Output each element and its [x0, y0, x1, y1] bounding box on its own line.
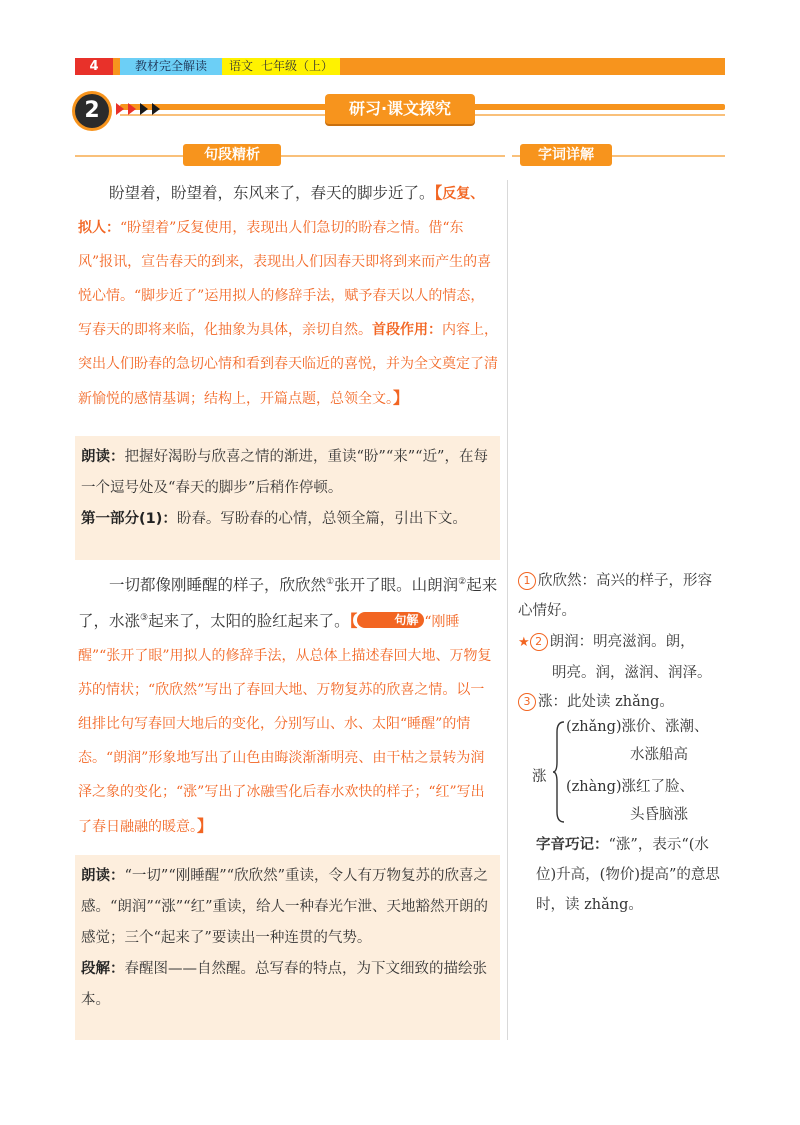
note-2-text-b: 明亮。润，滋润、润泽。: [552, 665, 712, 681]
note-2: [518, 627, 728, 688]
note-2-marker: 2: [530, 633, 548, 651]
column-divider: [507, 180, 508, 1040]
sentence-analysis-tag: 句解: [357, 612, 424, 628]
paragraph-2-text-4: 起来了，太阳的脸红起来了。: [148, 612, 350, 631]
paragraph-2-text-2: 张开了眼。山朗润: [334, 576, 459, 595]
right-column-title: 字词详解: [520, 144, 612, 166]
polyphone-zhang3-a: (zhǎng)涨价、涨潮、: [566, 719, 709, 735]
note-3-text: 涨：此处读 zhǎng。: [538, 694, 674, 710]
polyphone-zhang3: [566, 713, 736, 769]
box2-label-paragraph: 段解：: [81, 961, 125, 977]
box2-paragraph: 春醒图——自然醒。总写春的特点，为下文细致的描绘张本。: [81, 961, 487, 1008]
polyphone-zhang3-b: 水涨船高: [630, 747, 688, 763]
tip-text: “涨”，表示“(水位)升高，(物价)提高”的意思时，读 zhǎng。: [536, 837, 720, 913]
subject-grade: [222, 58, 340, 75]
paragraph-2-text-3: 起来了，水涨: [78, 576, 498, 631]
star-icon: ★: [518, 635, 530, 650]
tip-label: 字音巧记：: [536, 837, 609, 853]
annotation-label-function: 首段作用：: [372, 322, 442, 338]
polyphone-zhang4-b: 头昏脑涨: [630, 807, 688, 823]
box2-label-reading: 朗读：: [81, 868, 125, 884]
box1-label-reading: 朗读：: [81, 449, 125, 465]
paragraph-2: 一切都像刚睡醒的样子，欣欣然①张开了眼。山朗润②起来了，水涨③起来了，太阳的脸红起来了。【 句解 “刚睡醒”“张开了眼”用拟人的修辞手法，从总体上描述春回大地、万物复苏的情状；“欣欣然”写出了春回大地、万物复苏的欣喜之情。以一组排比句写春回大地后的变化，分别写山、水、太阳“睡醒”的情态。“朗润”形象地写出了山色由晦淡渐渐明亮、由干枯之景转为润泽之象的变化；“涨”写出了冰融雪化后春水欢快的样子；“红”写出了春日融融的暖意。】: [78, 576, 498, 836]
footnote-ref-3: ③: [140, 613, 149, 624]
section-number: 2: [75, 94, 109, 128]
left-column-rule: [75, 155, 505, 157]
grade: 七年级（上）: [261, 59, 334, 73]
pronunciation-tip: [536, 830, 728, 920]
polyphone-zhang4-a: (zhàng)涨红了脸、: [566, 779, 695, 795]
page-number: 4: [75, 58, 113, 75]
subject: 语文: [228, 59, 253, 73]
box1-part: 盼春。写盼春的心情，总领全篇，引出下文。: [176, 511, 467, 527]
paragraph-2-text-1: 一切都像刚睡醒的样子，欣欣然: [109, 576, 327, 595]
section-title: 研习·课文探究: [325, 94, 475, 124]
note-1-text: 欣欣然：高兴的样子，形容心情好。: [518, 573, 712, 619]
note-1: [518, 566, 726, 626]
box2-reading: “一切”“刚睡醒”“欣欣然”重读，令人有万物复苏的欣喜之感。“朗润”“涨”“红”重读，给人一种春光乍泄、天地豁然开朗的感觉；三个“起来了”要读出一种连贯的气势。: [81, 868, 488, 946]
note-3-marker: 3: [518, 693, 536, 711]
sentence-analysis: “刚睡醒”“张开了眼”用拟人的修辞手法，从总体上描述春回大地、万物复苏的情状；“欣欣然”写出了春回大地、万物复苏的欣喜之情。以一组排比句写春回大地后的变化，分别写山、水、太阳“睡醒”的情态。“朗润”形象地写出了山色由晦淡渐渐明亮、由干枯之景转为润泽之象的变化；“涨”写出了冰融雪化后春水欢快的样子；“红”写出了春日融融的暖意。: [78, 614, 492, 836]
annotation-function: 内容上，突出人们盼春的急切心情和看到春天临近的喜悦，并为全文奠定了清新愉悦的感情基调；结构上，开篇点题，总领全文。: [78, 322, 498, 407]
arrows-icon: [114, 101, 174, 117]
footnote-ref-1: ①: [326, 577, 335, 587]
book-title: 教材完全解读: [120, 58, 222, 75]
footnote-ref-2: ②: [458, 577, 467, 587]
box1-reading: 把握好渴盼与欣喜之情的渐进，重读“盼”“来”“近”，在每一个逗号处及“春天的脚步”后稍作停顿。: [81, 449, 488, 496]
left-column-title: 句段精析: [183, 144, 281, 166]
brace-icon: [552, 720, 566, 824]
annotation-rhetoric: “盼望着”反复使用，表现出人们急切的盼春之情。借“东风”报讯，宣告春天的到来，表现出人们因春天即将到来而产生的喜悦心情。“脚步近了”运用拟人的修辞手法，赋予春天以人的情态，写春天的即将来临，化抽象为具体，亲切自然。: [78, 220, 492, 338]
polyphone-char: 涨: [532, 769, 547, 785]
paragraph-1-text: 盼望着，盼望着，东风来了，春天的脚步近了。: [109, 184, 435, 202]
annotation-label-rhetoric: 反复、拟人：: [78, 186, 485, 236]
polyphone-zhang4: [566, 773, 736, 829]
box1-label-part: 第一部分(1)：: [81, 511, 177, 527]
reading-box-2: [75, 855, 500, 1040]
reading-box-1: [75, 436, 500, 560]
note-2-text-a: 朗润：明亮滋润。朗，: [549, 634, 695, 650]
paragraph-1: 盼望着，盼望着，东风来了，春天的脚步近了。【反复、拟人：“盼望着”反复使用，表现出人们急切的盼春之情。借“东风”报讯，宣告春天的到来，表现出人们因春天即将到来而产生的喜悦心情。“脚步近了”运用拟人的修辞手法，赋予春天以人的情态，写春天的即将来临，化抽象为具体，亲切自然。首段作用：内容上，突出人们盼春的急切心情和看到春天临近的喜悦，并为全文奠定了清新愉悦的感情基调；结构上，开篇点题，总领全文。】: [78, 183, 498, 407]
note-1-marker: 1: [518, 572, 536, 590]
